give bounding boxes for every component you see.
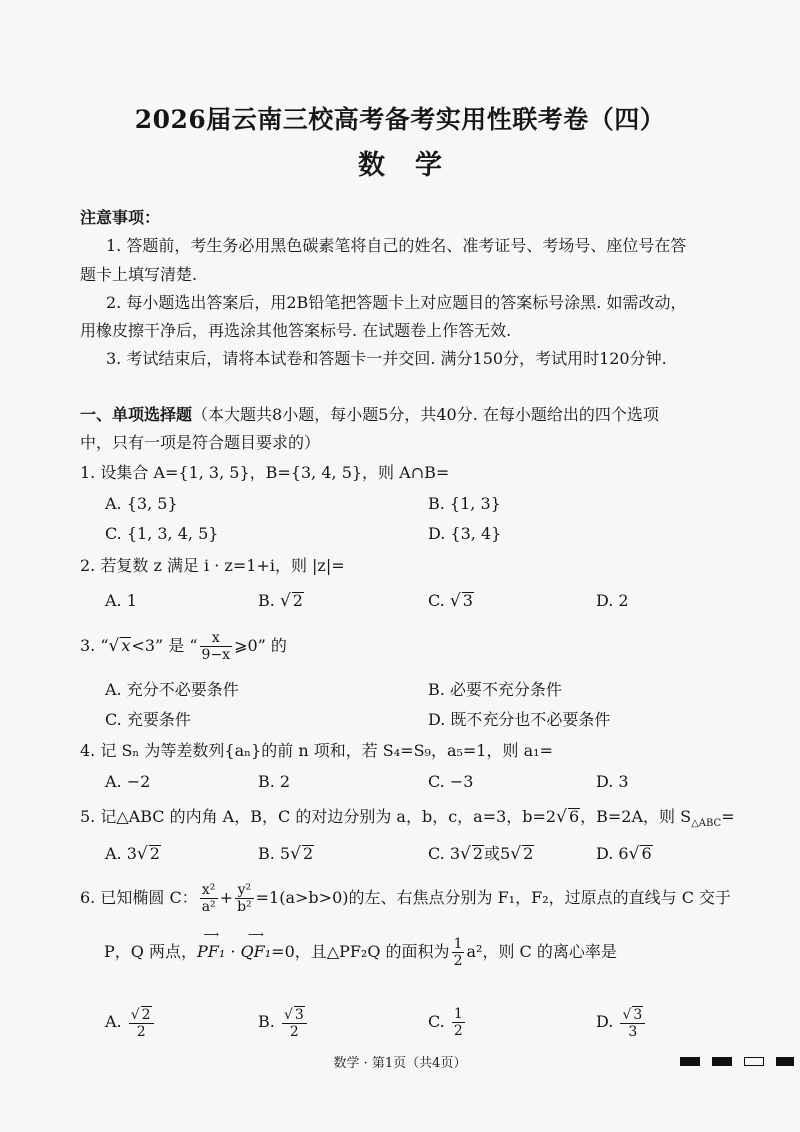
q6-vector-qf1 [240,928,272,970]
q2-stem: 2. 若复数 z 满足 i · z=1+i，则 |z|= [80,556,345,575]
q5-option-c-radicand-2: 2 [523,844,534,863]
q5-option-b-radicand: 2 [302,844,314,863]
q6-option-d-den: 3 [628,1023,638,1040]
q6-vector-pf1 [196,928,226,970]
q5-option-b: B. 5√ 2 [258,844,314,864]
registration-mark [744,1057,764,1066]
q4-option-a: A. −2 [105,772,151,791]
q6-vector-qf1-text: QF₁ [240,942,272,961]
q6-stem-a: 6. 已知椭圆 C： [80,888,198,907]
q6-line2-b: =0，且△PF₂Q 的面积为 [271,942,450,961]
notice-heading: 注意事项： [80,208,161,227]
q1-stem: 1. 设集合 A={1, 3, 5}，B={3, 4, 5}，则 A∩B= [80,463,450,482]
q5-stem: 5. 记△ABC 的内角 A，B，C 的对边分别为 a，b，c，a=3，b=2√ 6，B=2A，则 $S_{\triangle ABC}=$ [80,807,735,830]
q6-stem-line-2 [104,928,617,970]
q5-option-a: A. 3√ 2 [105,844,160,864]
q5-option-d-radicand: 6 [641,844,652,863]
registration-mark [680,1057,700,1066]
q3-option-b: B. 必要不充分条件 [428,680,562,699]
q3-option-d: D. 既不充分也不必要条件 [428,710,611,729]
q6-half [452,936,465,969]
q6-option-d [596,1004,647,1040]
q2-option-a: A. 1 [105,591,137,610]
q6-line2-c: a²，则 C 的离心率是 [466,942,617,961]
q5-stem-c: = [721,807,735,826]
notice-item-1a: 1. 答题前，考生务必用黑色碳素笔将自己的姓名、准考证号、考场号、座位号在答 [106,236,687,255]
subject-title: 数学 [358,150,472,181]
q6-frac-y [235,882,254,915]
q5-option-b-label: B. 5 [258,844,291,863]
q6-option-b-label: B. [258,1012,280,1031]
q3-option-a: A. 充分不必要条件 [105,680,239,699]
vector-arrow-icon: ⟶ [247,928,264,941]
q2-option-c: C. √ 3 [428,591,473,611]
notice-item-3: 3. 考试结束后，请将本试卷和答题卡一并交回. 满分150分，考试用时120分钟. [106,349,667,368]
q6-option-c-label: C. [428,1012,450,1031]
q6-vector-pf1-text: PF₁ [196,942,226,961]
registration-mark [776,1057,794,1066]
q4-option-b: B. 2 [258,772,291,791]
q1-option-d: D. {3, 4} [428,524,502,543]
q6-option-d-label: D. [596,1012,619,1031]
section-1-heading: 一、单项选择题 [80,405,193,424]
q2-option-b-label: B. [258,591,280,610]
q6-plus: + [219,888,234,907]
q3-prefix: 3. “ [80,636,109,655]
q6-frac-x-num: x² [200,882,218,899]
q1-option-c: C. {1, 3, 4, 5} [105,524,219,543]
q3-option-c: C. 充要条件 [105,710,191,729]
q1-option-a: A. {3, 5} [105,494,178,513]
q6-half-num: 1 [453,936,463,952]
q6-option-c-den: 2 [453,1023,463,1039]
page-footer: 数学 · 第1页（共4页） [333,1056,467,1071]
q6-dot: · [225,942,241,961]
q5-option-c-label: C. 3 [428,844,461,863]
registration-mark [712,1057,732,1066]
q6-option-c-frac [452,1006,465,1039]
q5-option-c-radicand-1: 2 [472,844,484,863]
notice-item-1b: 题卡上填写清楚. [80,265,198,284]
vector-arrow-icon: ⟶ [203,928,220,941]
q5-option-d: D. 6√ 6 [596,844,652,864]
q6-frac-y-num: y² [235,882,254,899]
q5-option-a-label: A. 3 [105,844,137,863]
q2-option-b-radicand: 2 [292,591,303,610]
q3-fraction-den: 9−x [201,647,231,663]
q6-option-d-num: √ 3 [620,1006,645,1024]
q3-fraction-num: x [200,630,233,647]
q6-option-c [428,1004,467,1040]
section-1-desc-a: （本大题共8小题，每小题5分，共40分. 在每小题给出的四个选项 [192,405,659,424]
q6-frac-x-den: a² [201,899,216,915]
q6-option-a [105,1004,156,1040]
q4-option-c: C. −3 [428,772,474,791]
section-1-desc-b: 中，只有一项是符合题目要求的） [80,433,321,452]
q3-stem: 3. “√ x<3” 是 “ $\frac{x}{9-x}$ ⩾0” 的 [80,630,287,663]
q6-option-a-frac [129,1006,154,1040]
q6-option-a-label: A. [105,1012,127,1031]
exam-title: 2026届云南三校高考备考实用性联考卷（四） [134,105,666,134]
q6-option-b-den: 2 [289,1023,299,1040]
q6-half-den: 2 [453,953,463,969]
section-1-header [80,405,659,425]
q5-stem-sub: △ABC [691,818,722,830]
q5-stem-b: ，B=2A，则 S [580,807,692,826]
q3-fraction [200,630,233,663]
q6-stem-b: =1(a>b>0)的左、右焦点分别为 F₁，F₂，过原点的直线与 C 交于 [255,888,732,907]
q5-option-a-radicand: 2 [149,844,160,863]
q5-stem-radicand: 6 [568,807,580,826]
q1-option-b: B. {1, 3} [428,494,501,513]
q5-option-d-label: D. 6 [596,844,629,863]
notice-item-2b: 用橡皮擦干净后，再选涂其他答案标号. 在试题卷上作答无效. [80,321,512,340]
q6-option-a-radicand: 2 [141,1006,151,1023]
notice-item-2a: 2. 每小题选出答案后，用2B铅笔把答题卡上对应题目的答案标号涂黑. 如需改动， [106,293,687,312]
q2-option-d: D. 2 [596,591,629,610]
q5-option-c-mid: 或5 [484,844,511,863]
q4-option-d: D. 3 [596,772,629,791]
q6-option-b-frac [282,1006,307,1040]
q2-option-c-label: C. [428,591,450,610]
q6-frac-y-den: b² [237,899,252,915]
q6-option-b-radicand: 3 [294,1006,304,1023]
q3-mid1: <3” 是 “ [131,636,198,655]
q6-line2-a: P，Q 两点， [104,942,197,961]
q6-option-a-den: 2 [136,1023,146,1040]
q6-option-b-num: √ 3 [282,1006,307,1024]
q2-option-b: B. √ 2 [258,591,303,611]
q6-option-c-num: 1 [453,1006,463,1022]
q6-option-a-num: √ 2 [129,1006,154,1024]
q4-stem: 4. 记 Sₙ 为等差数列{aₙ}的前 n 项和，若 S₄=S₉，a₅=1，则 a₁= [80,741,553,760]
q3-radicand-var: x [121,636,131,655]
q2-option-c-radicand: 3 [462,591,473,610]
q3-mid2: ⩾0” 的 [234,636,287,655]
q5-option-c: C. 3√ 2或5√ 2 [428,844,534,864]
q5-stem-a: 5. 记△ABC 的内角 A，B，C 的对边分别为 a，b，c，a=3，b=2 [80,807,557,826]
q6-option-d-radicand: 3 [633,1006,643,1023]
q6-frac-x [200,882,218,915]
q6-option-d-frac [620,1006,645,1040]
q3-radicand [120,637,131,654]
q6-option-b [258,1004,309,1040]
q6-stem-line-1 [80,880,731,916]
